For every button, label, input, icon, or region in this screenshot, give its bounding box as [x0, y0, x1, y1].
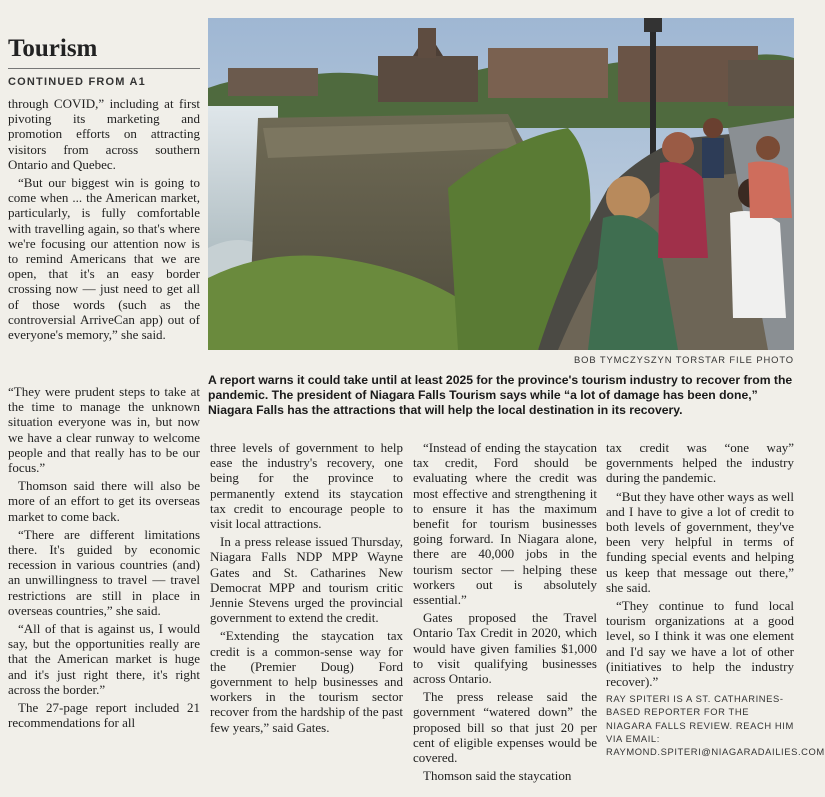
paragraph: Thomson said the staycation	[423, 768, 572, 784]
paragraph: “They continue to fund local tourism organizations at a good level, so I think it was one element and I'd say we have a lot of other (initiatives to help the industry recover).”	[606, 598, 794, 690]
photo-caption: A report warns it could take until at least 2025 for the province's tourism industry to recover from the pandemic. The president of Niagara Falls Tourism says while “a lot of damage has been done,” Niagara Falls has the attractions that will help the local destination in its recovery.	[208, 373, 793, 418]
article-column-1-top	[8, 96, 200, 345]
paragraph: The 27-page report included 21 recommendations for all	[8, 700, 200, 731]
paragraph: through COVID,” including at first pivoting its marketing and promotion efforts on attracting visitors from across southern Ontario and Quebec.	[8, 96, 200, 172]
paragraph: “There are different limitations there. It's guided by economic recession in various countries (and) an unwillingness to travel — travel restrictions are still in place in overseas countries,” she said.	[8, 526, 200, 618]
article-column-4	[606, 440, 825, 758]
continued-label: CONTINUED FROM A1	[8, 76, 146, 88]
paragraph: Gates proposed the Travel Ontario Tax Credit in 2020, which would have given families $1,000 to visit qualifying businesses across Ontario.	[413, 610, 597, 687]
news-photo	[208, 18, 794, 350]
paragraph: three levels of government to help ease the industry's recovery, one being for the province to permanently extend its staycation tax credit to encourage people to visit local attractions.	[210, 440, 403, 532]
paragraph: In a press release issued Thursday, Niagara Falls NDP MPP Wayne Gates and St. Catharines New Democrat MPP and tourism critic Jennie Stevens urged the provincial government to extend the credit.	[210, 534, 403, 626]
article-column-2	[210, 440, 403, 738]
paragraph: “Instead of ending the staycation tax credit, Ford should be evaluating where the credit was most effective and strengthening it to ensure it has the maximum benefit for tourism businesses going forward. In Niagara alone, there are 40,000 jobs in the tourism sector — helping these workers out is absolutely essential.”	[413, 440, 597, 608]
section-title: Tourism	[8, 35, 98, 62]
author-byline: RAY SPITERI IS A ST. CATHARINES-BASED REPORTER FOR THE NIAGARA FALLS REVIEW. REACH HIM VIA EMAIL: RAYMOND.SPITERI@NIAGARADAILIES.COM	[606, 693, 825, 758]
paragraph: “All of that is against us, I would say, but the opportunities really are that the American market is huge and it's just right there, it's right across the border.”	[8, 621, 200, 697]
paragraph: The press release said the government “watered down” the proposed bill so that just 20 per cent of eligible expenses would be covered.	[413, 689, 597, 766]
paragraph: tax credit was “one way” governments helped the industry during the pandemic.	[606, 440, 794, 486]
paragraph: Thomson said there will also be more of an effort to get its overseas market to come back.	[8, 478, 200, 524]
photo-credit: BOB TYMCZYSZYN TORSTAR FILE PHOTO	[573, 354, 794, 365]
paragraph: “But our biggest win is going to come when ... the American market, particularly, is fully comfortable with travelling again, so that's where we're focusing our attention now is to remind Americans that we are open, that it's an easy border crossing now — just need to get all of those words (such as the controversial ArriveCan app) out of everyone's memory,” she said.	[8, 175, 200, 343]
paragraph: “Extending the staycation tax credit is a common-sense way for the (Premier Doug) Ford government to help businesses and workers in the tourism sector recover from the hardship of the past few years,” said Gates.	[210, 628, 403, 735]
article-column-3	[413, 440, 597, 786]
title-divider	[8, 68, 200, 69]
article-column-1-bottom	[8, 384, 200, 733]
paragraph: “But they have other ways as well and I have to give a lot of credit to both levels of government, they've been very helpful in terms of funding special events and helping us keep that message out there,” she said.	[606, 488, 794, 595]
paragraph: “They were prudent steps to take at the time to manage the unknown situation everyone was in, but now we have a clear runway to welcome people and that really has to be our focus.”	[8, 384, 200, 476]
